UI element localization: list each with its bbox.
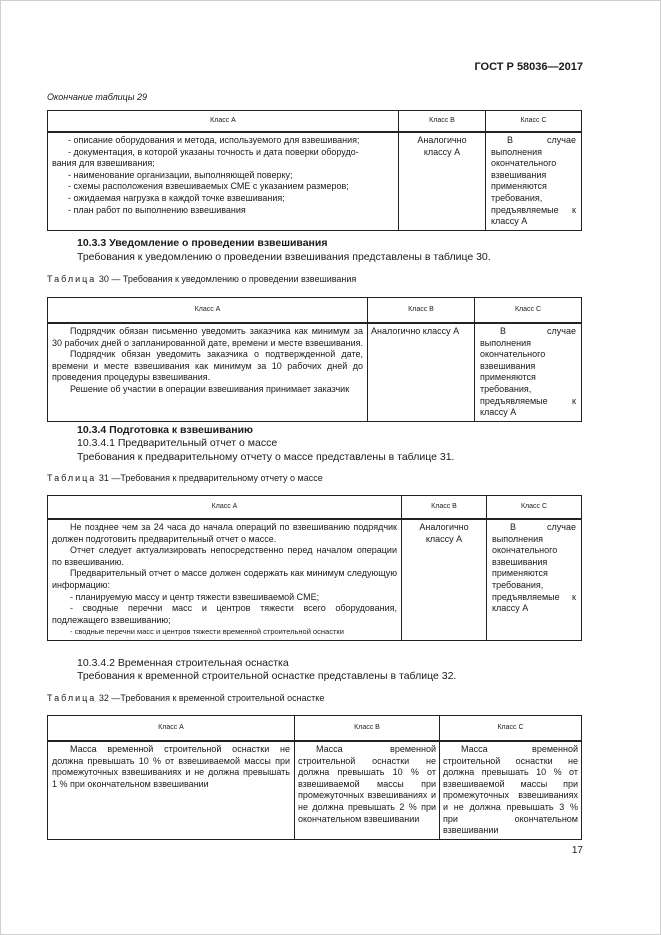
table30-cell-class-b: Аналогично классу А xyxy=(368,323,475,421)
section-10-3-4-1-text: Требования к предварительному отчету о массе представлены в таблице 31. xyxy=(77,451,455,463)
table31-cell-class-a xyxy=(48,519,402,641)
table32-header-class-c: Класс С xyxy=(440,716,582,742)
table29-line: - план работ по выполнению взвешивания xyxy=(68,204,246,215)
table32-cell-class-b: Масса временной строительной оснастки не должна превышать 10 % от взвешиваемой массы при промежуточных взвешиваниях и не должна превышать 2 % при окончательном взвешивании xyxy=(295,741,440,839)
table30-cell-class-c: В случае выполнения окончательного взвешивания применяются требования, предъявляемые к классу А xyxy=(475,323,582,421)
table29-header-class-a: Класс А xyxy=(48,111,399,133)
table31-paragraph: Отчет следует актуализировать непосредственно перед началом операции по взвешиванию. xyxy=(52,545,397,567)
table30-cell-class-a xyxy=(48,323,368,421)
table31-caption-text: 31 —Требования к предварительному отчету о массе xyxy=(98,473,323,483)
table31-caption xyxy=(47,473,323,483)
table31-header-class-b: Класс В xyxy=(402,496,487,520)
table31-header-class-c: Класс С xyxy=(487,496,582,520)
table30-caption-prefix: Таблица xyxy=(47,274,97,284)
table29-caption: Окончание таблицы 29 xyxy=(47,92,147,102)
table30-caption xyxy=(47,274,356,284)
table30-paragraph: Решение об участии в операции взвешивания принимает заказчик xyxy=(70,383,350,394)
table31-paragraph: Не позднее чем за 24 часа до начала операций по взвешиванию подрядчик должен подготовить предварительный отчет о массе. xyxy=(52,522,397,544)
table29-cell-class-c: В случае выполнения окончательного взвешивания применяются требования, предъявляемые к классу А xyxy=(486,132,582,230)
table30-caption-text: 30 — Требования к уведомлению о проведении взвешивания xyxy=(98,274,357,284)
table29-line: - схемы расположения взвешиваемых СМЕ с указанием размеров; xyxy=(68,181,349,192)
table30-header-class-b: Класс В xyxy=(368,298,475,324)
table-30 xyxy=(47,297,582,422)
table29-line: - документация, в которой указаны точность и дата поверки оборудо- xyxy=(68,146,359,157)
table31-header-class-a: Класс А xyxy=(48,496,402,520)
table31-cell-class-c: В случае выполнения окончательного взвешивания применяются требования, предъявляемые к классу А xyxy=(487,519,582,641)
table29-cell-class-a xyxy=(48,132,399,230)
table29-line: - описание оборудования и метода, используемого для взвешивания; xyxy=(68,135,360,145)
table31-caption-prefix: Таблица xyxy=(47,473,97,483)
standard-number: ГОСТ Р 58036—2017 xyxy=(474,61,583,73)
section-10-3-3-heading: 10.3.3 Уведомление о проведении взвешивания xyxy=(77,237,328,249)
table29-line: - наименование организации, выполняющей поверку; xyxy=(68,169,293,180)
table29-header-class-c: Класс С xyxy=(486,111,582,133)
table31-paragraph: Предварительный отчет о массе должен содержать как минимум следующую информацию: xyxy=(52,568,397,590)
section-10-3-4-1-title: 10.3.4.1 Предварительный отчет о массе xyxy=(77,437,278,449)
table30-header-class-c: Класс С xyxy=(475,298,582,324)
table31-paragraph: - планируемую массу и центр тяжести взвешиваемой СМЕ; xyxy=(70,591,320,602)
table30-paragraph: Подрядчик обязан письменно уведомить заказчика как минимум за 30 рабочих дней о запланированной дате, времени и месте взвешивания. xyxy=(52,326,364,348)
table-29 xyxy=(47,110,582,231)
table29-line: вания для взвешивания; xyxy=(52,158,155,169)
table32-caption-text: 32 —Требования к временной строительной оснастке xyxy=(98,693,325,703)
table29-header-class-b: Класс В xyxy=(399,111,486,133)
section-10-3-4-2-title: 10.3.4.2 Временная строительная оснастка xyxy=(77,657,289,669)
table29-cell-class-b: Аналогично классу А xyxy=(399,132,486,230)
table31-paragraph: - сводные перечни масс и центров тяжести временной строительной оснастки xyxy=(70,627,344,637)
section-10-3-4-heading: 10.3.4 Подготовка к взвешиванию xyxy=(77,424,253,436)
table32-header-class-b: Класс В xyxy=(295,716,440,742)
section-10-3-4-2-text: Требования к временной строительной оснастке представлены в таблице 32. xyxy=(77,670,457,682)
table31-cell-class-b: Аналогично классу А xyxy=(402,519,487,641)
table32-cell-class-c: Масса временной строительной оснастки не должна превышать 10 % от взвешиваемой массы при промежуточных взвешиваниях и не должна превышать 3 % при окончательном взвешивании xyxy=(440,741,582,839)
table30-paragraph: Подрядчик обязан уведомить заказчика о подтвержденной дате, времени и месте взвешивания как минимум за 10 рабочих дней до проведения процедуры взвешивания. xyxy=(52,349,363,383)
table32-caption-prefix: Таблица xyxy=(47,693,97,703)
table30-header-class-a: Класс А xyxy=(48,298,368,324)
table32-header-class-a: Класс А xyxy=(48,716,295,742)
page-number: 17 xyxy=(571,845,583,856)
table29-line: - ожидаемая нагрузка в каждой точке взвешивания; xyxy=(68,192,285,203)
table32-caption xyxy=(47,693,324,703)
table-32 xyxy=(47,715,582,840)
table-31 xyxy=(47,495,582,641)
table32-cell-class-a: Масса временной строительной оснастки не должна превышать 10 % от взвешиваемой массы при промежуточных взвешиваниях и не должна превышать 1 % при окончательном взвешивании xyxy=(48,741,295,839)
section-10-3-3-text: Требования к уведомлению о проведении взвешивания представлены в таблице 30. xyxy=(77,251,491,263)
table31-paragraph: - сводные перечни масс и центров тяжести всего оборудования, подлежащего взвешиванию; xyxy=(52,603,397,625)
